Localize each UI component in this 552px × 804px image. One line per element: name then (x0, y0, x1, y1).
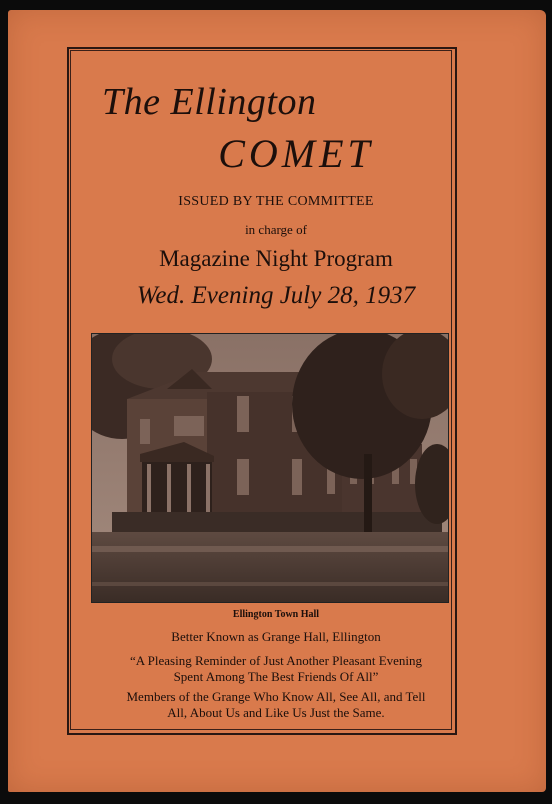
quote-line-1: “A Pleasing Reminder of Just Another Pleasant Evening (129, 653, 423, 668)
better-known-text: Better Known as Grange Hall, Ellington (171, 629, 381, 644)
town-hall-photo (91, 333, 449, 603)
program-title: Magazine Night Program (159, 246, 393, 271)
event-date: Wed. Evening July 28, 1937 (136, 282, 416, 309)
title-line-1: The Ellington (102, 81, 317, 123)
members-text (0, 689, 552, 721)
quote-line-2: Spent Among The Best Friends Of All” (173, 669, 379, 684)
quote-text (0, 653, 552, 685)
members-line-2: All, About Us and Like Us Just the Same. (167, 705, 385, 720)
members-line-1: Members of the Grange Who Know All, See All, and Tell (126, 689, 426, 704)
photo-caption: Ellington Town Hall (232, 609, 320, 620)
issued-by-text: ISSUED BY THE COMMITTEE (178, 194, 374, 209)
in-charge-text: in charge of (245, 222, 307, 237)
title-line-2: COMET (218, 131, 374, 176)
